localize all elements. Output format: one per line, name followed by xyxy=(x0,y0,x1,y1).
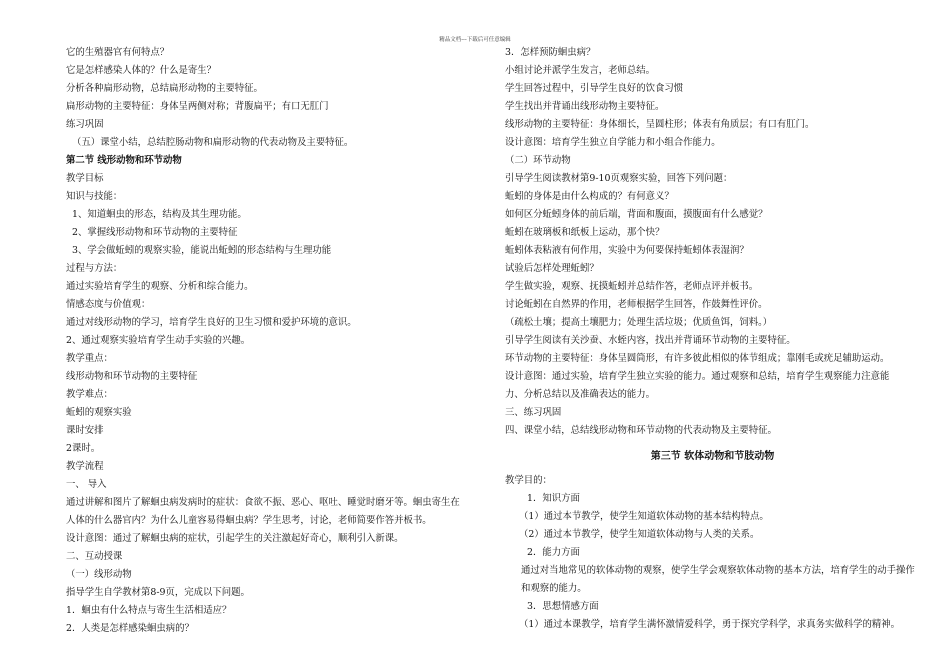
text-line: 学生回答过程中，引导学生良好的饮食习惯 xyxy=(505,83,684,94)
text-line: 知识与技能： xyxy=(66,191,123,202)
text-line: 蚯蚓的观察实验 xyxy=(66,407,132,418)
text-line: 引导学生阅读有关沙蚕、水蛭内容，找出并背诵环节动物的主要特征。 xyxy=(505,335,796,346)
text-line: 如何区分蚯蚓身体的前后端，背面和腹面，摸腹面有什么感觉？ xyxy=(505,209,768,220)
text-line: 1．知识方面 xyxy=(527,493,580,504)
text-line: 引导学生阅读教材第9-10页观察实验，回答下列问题： xyxy=(505,173,733,184)
text-line: 课时安排 xyxy=(66,425,104,436)
text-line: 设计意图：培育学生独立自学能力和小组合作能力。 xyxy=(505,137,721,148)
text-line: （五）课堂小结，总结腔肠动物和扁形动物的代表动物及主要特征。 xyxy=(72,137,354,148)
text-line: 三、练习巩固 xyxy=(505,407,562,418)
text-line: 设计意图：通过实验，培育学生独立实验的能力。通过观察和总结，培育学生观察能力注意能 xyxy=(505,371,890,382)
text-line: 2．人类是怎样感染蛔虫病的？ xyxy=(66,623,194,634)
text-line: 小组讨论并派学生发言，老师总结。 xyxy=(505,65,656,76)
text-line: 2．能力方面 xyxy=(527,547,580,558)
text-line: 3、学会做蚯蚓的观察实验，能说出蚯蚓的形态结构与生理功能 xyxy=(72,245,332,256)
text-line: 蚯蚓在玻璃板和纸板上运动，那个快？ xyxy=(505,227,665,238)
text-line: 3．怎样预防蛔虫病？ xyxy=(505,47,596,58)
text-line: 过程与方法： xyxy=(66,263,123,274)
text-line: 2、掌握线形动物和环节动物的主要特征 xyxy=(72,227,238,238)
section-heading: 第三节 软体动物和节肢动物 xyxy=(650,451,775,462)
text-line: 练习巩固 xyxy=(66,119,104,130)
text-line: 试验后怎样处理蚯蚓？ xyxy=(505,263,599,274)
text-line: 扁形动物的主要特征：身体呈两侧对称；背腹扁平；有口无肛门 xyxy=(66,101,329,112)
left-column xyxy=(66,44,496,638)
text-line: 3．思想情感方面 xyxy=(527,601,599,612)
text-line: （1）通过本课教学，培育学生满怀激情爱科学，勇于探究学科学，求真务实做科学的精神。 xyxy=(519,619,900,630)
text-line: 蚯蚓的身体是由什么构成的？有何意义？ xyxy=(505,191,674,202)
text-line: 情感态度与价值观： xyxy=(66,299,151,310)
section-heading: 第二节 线形动物和环节动物 xyxy=(66,155,182,166)
text-line: 力、分析总结以及准确表达的能力。 xyxy=(505,389,656,400)
text-line: 2课时。 xyxy=(66,443,101,454)
text-line: 教学难点： xyxy=(66,389,113,400)
text-line: 教学流程 xyxy=(66,461,104,472)
text-line: 设计意图：通过了解蛔虫病的症状，引起学生的关注激起好奇心，顺利引入新课。 xyxy=(66,533,404,544)
text-line: 教学重点： xyxy=(66,353,113,364)
text-line: 通过讲解和图片了解蛔虫病发病时的症状：食欲不振、恶心、呕吐、睡觉时磨牙等。蛔虫寄生在 xyxy=(66,497,460,508)
text-line: 二、互动授课 xyxy=(66,551,123,562)
text-line: 教学目的： xyxy=(505,475,552,486)
text-line: （一）线形动物 xyxy=(66,569,132,580)
text-line: 教学目标 xyxy=(66,173,104,184)
text-line: 1．蛔虫有什么特点与寄生生活相适应？ xyxy=(66,605,232,616)
text-line: 学生找出并背诵出线形动物主要特征。 xyxy=(505,101,665,112)
text-line: 分析各种扁形动物，总结扁形动物的主要特征。 xyxy=(66,83,263,94)
text-line: 通过实验培育学生的观察、分析和综合能力。 xyxy=(66,281,254,292)
text-line: （1）通过本节教学，使学生知道软体动物的基本结构特点。 xyxy=(519,511,769,522)
text-line: 通过对线形动物的学习，培育学生良好的卫生习惯和爱护环境的意识。 xyxy=(66,317,357,328)
text-line: 环节动物的主要特征：身体呈圆筒形，有许多彼此相似的体节组成；靠刚毛或疣足辅助运动。 xyxy=(505,353,890,364)
text-line: 学生做实验，观察、抚摸蚯蚓并总结作答，老师点评并板书。 xyxy=(505,281,759,292)
text-line: 四、课堂小结，总结线形动物和环节动物的代表动物及主要特征。 xyxy=(505,425,777,436)
text-paragraph: 通过对当地常见的软体动物的观察，使学生学会观察软体动物的基本方法，培育学生的动手操作和观察的能力。 xyxy=(521,565,915,594)
text-line: 1、知道蛔虫的形态，结构及其生理功能。 xyxy=(72,209,247,220)
right-column xyxy=(505,44,920,634)
text-line: 它是怎样感染人体的？什么是寄生？ xyxy=(66,65,217,76)
text-line: 线形动物的主要特征：身体细长，呈圆柱形；体表有角质层；有口有肛门。 xyxy=(505,119,815,130)
text-line: 指导学生自学教材第8-9页，完成以下问题。 xyxy=(66,587,250,598)
text-line: 一、 导入 xyxy=(66,479,107,490)
text-line: 人体的什么器官内？为什么儿童容易得蛔虫病？学生思考，讨论，老师简要作答并板书。 xyxy=(66,515,432,526)
text-line: （二）环节动物 xyxy=(505,155,571,166)
text-line: 它的生殖器官有何特点？ xyxy=(66,47,170,58)
text-line: （2）通过本节教学，使学生知道软体动物与人类的关系。 xyxy=(519,529,760,540)
page-header: 精品文档---下载后可任意编辑 xyxy=(439,37,511,43)
text-line: 蚯蚓体表粘液有何作用，实验中为何要保持蚯蚓体表湿润？ xyxy=(505,245,749,256)
text-line: 线形动物和环节动物的主要特征 xyxy=(66,371,198,382)
text-line: 讨论蚯蚓在自然界的作用，老师根据学生回答，作鼓舞性评价。 xyxy=(505,299,768,310)
text-line: 2、通过观察实验培育学生动手实验的兴趣。 xyxy=(66,335,251,346)
text-line: （疏松土壤；提高土壤肥力；处理生活垃圾；优质鱼饵，饲料。） xyxy=(505,317,773,328)
